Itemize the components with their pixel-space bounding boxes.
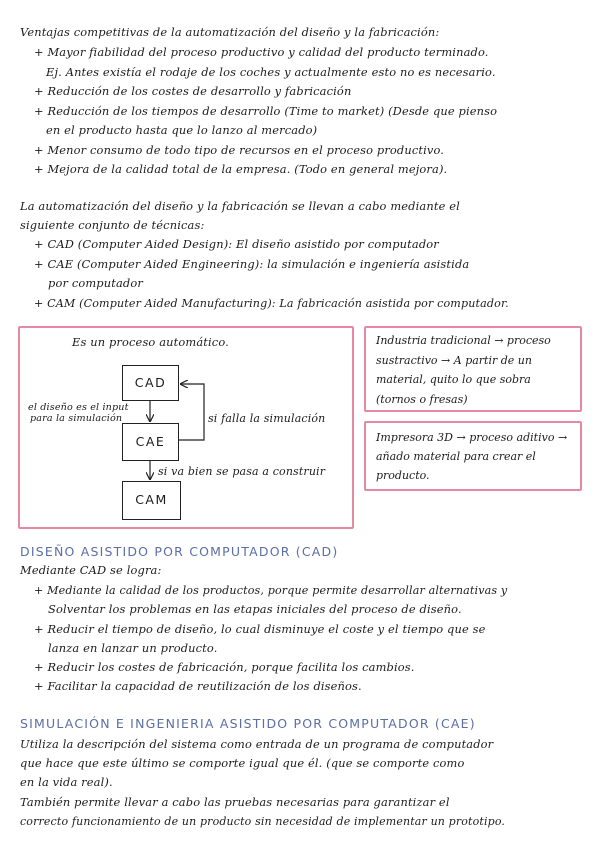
cae-line: Utiliza la descripción del sistema como entrada de un programa de computador <box>20 737 494 751</box>
intro-title: Ventajas competitivas de la automatización del diseño y la fabricación: <box>20 25 440 39</box>
cae-line: También permite llevar a cabo las pruebas necesarias para garantizar el <box>20 795 450 809</box>
technique-cad: + CAD (Computer Aided Design): El diseño asistido por computador <box>34 237 439 252</box>
intro-bullet: + Mejora de la calidad total de la empresa. (Todo en general mejora). <box>34 162 447 177</box>
cad-bullet: + Mediante la calidad de los productos, porque permite desarrollar alternativas y <box>34 583 507 598</box>
intro-bullet: + Reducción de los tiempos de desarrollo (Time to market) (Desde que pienso <box>34 104 497 119</box>
techniques-line: siguiente conjunto de técnicas: <box>20 218 205 232</box>
printer-note-line: producto. <box>376 469 430 482</box>
traditional-note-line: sustractivo → A partir de un <box>376 354 532 367</box>
cae-line: correcto funcionamiento de un producto sin necesidad de implementar un prototipo. <box>20 815 506 828</box>
intro-bullet: + Mayor fiabilidad del proceso productivo y calidad del producto terminado. <box>34 45 489 60</box>
traditional-note-line: material, quito lo que sobra <box>376 373 531 386</box>
intro-bullet: + Menor consumo de todo tipo de recursos en el proceso productivo. <box>34 143 444 158</box>
technique-cae-cont: por computador <box>48 276 143 290</box>
diagram-caption: Es un proceso automático. <box>72 335 229 349</box>
fail-label: si falla la simulación <box>208 412 326 425</box>
intro-bullet-cont: Ej. Antes existía el rodaje de los coches y actualmente esto no es necesario. <box>46 65 496 79</box>
cad-bullet-cont: Solventar los problemas en las etapas iniciales del proceso de diseño. <box>48 602 462 616</box>
cae-section-heading: SIMULACIÓN E INGENIERIA ASISTIDO POR COMPUTADOR (CAE) <box>20 716 476 731</box>
printer-note-line: Impresora 3D → proceso aditivo → <box>376 431 568 444</box>
cad-box: CAD <box>122 365 179 401</box>
intro-bullet: + Reducción de los costes de desarrollo y fabricación <box>34 84 351 99</box>
cad-section-heading: DISEÑO ASISTIDO POR COMPUTADOR (CAD) <box>20 544 339 559</box>
intro-bullet-cont: en el producto hasta que lo lanzo al mercado) <box>46 123 318 137</box>
cae-box: CAE <box>122 423 179 461</box>
cam-box: CAM <box>122 481 181 520</box>
technique-cam: + CAM (Computer Aided Manufacturing): La fabricación asistida por computador. <box>34 296 509 311</box>
ok-label: si va bien se pasa a construir <box>158 465 326 478</box>
cad-bullet-cont: lanza en lanzar un producto. <box>48 641 218 655</box>
printer-note-line: añado material para crear el <box>376 450 536 463</box>
input-label: para la simulación <box>30 413 123 424</box>
input-label: el diseño es el input <box>28 402 129 413</box>
cae-line: en la vida real). <box>20 775 113 789</box>
cae-line: que hace que este último se comporte igual que él. (que se comporte como <box>20 756 465 770</box>
cad-bullet: + Facilitar la capacidad de reutilización de los diseños. <box>34 679 362 694</box>
traditional-note-line: (tornos o fresas) <box>376 393 468 406</box>
cad-bullet: + Reducir los costes de fabricación, porque facilita los cambios. <box>34 660 415 675</box>
cad-intro: Mediante CAD se logra: <box>20 563 162 577</box>
techniques-line: La automatización del diseño y la fabricación se llevan a cabo mediante el <box>20 199 460 213</box>
traditional-note-line: Industria tradicional → proceso <box>376 334 551 347</box>
technique-cae: + CAE (Computer Aided Engineering): la simulación e ingeniería asistida <box>34 257 469 272</box>
cad-bullet: + Reducir el tiempo de diseño, lo cual disminuye el coste y el tiempo que se <box>34 622 486 637</box>
